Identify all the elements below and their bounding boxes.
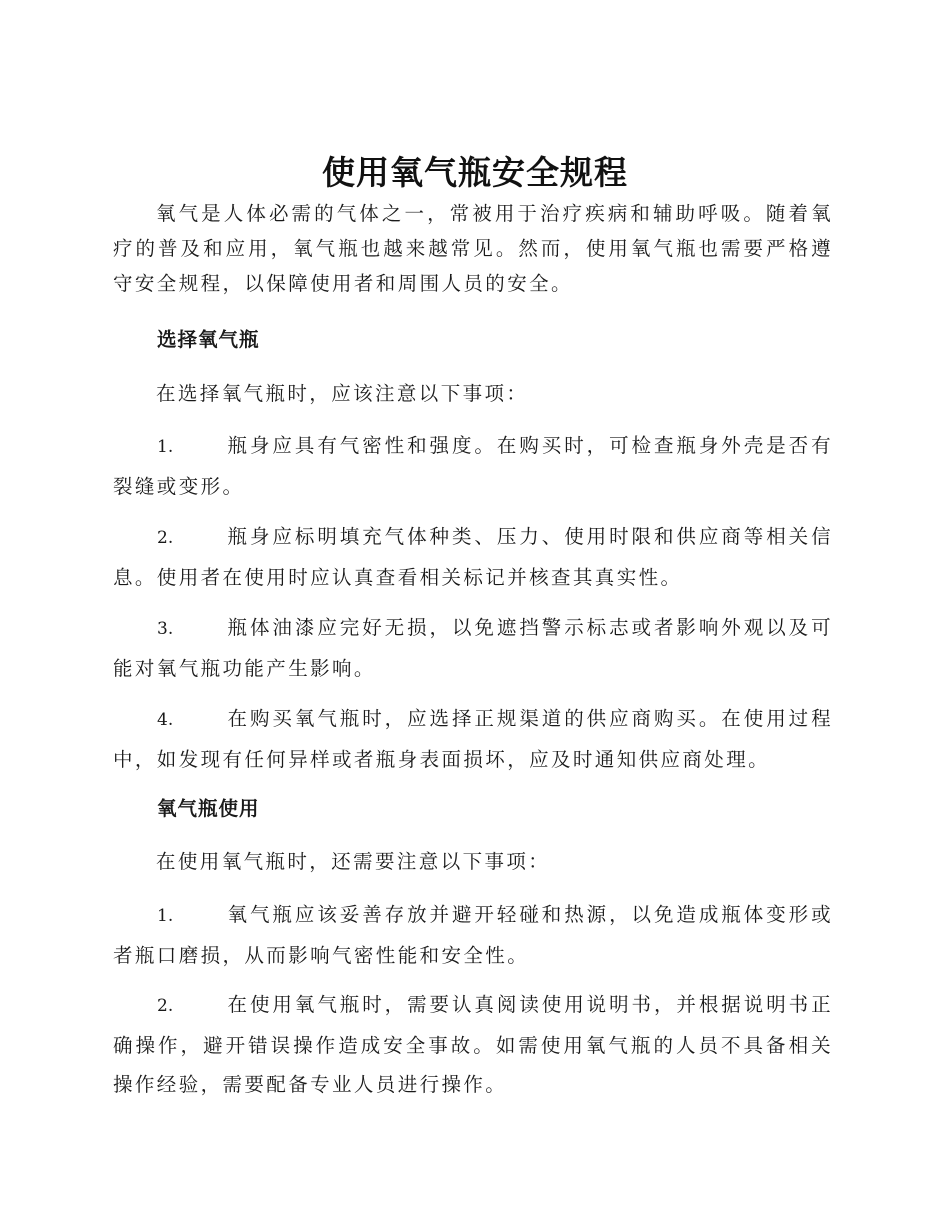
list-item (113, 699, 833, 779)
list-item-number: 2. (157, 528, 174, 548)
section-heading-select: 选择氧气瓶 (157, 328, 260, 351)
intro-paragraph: 氧气是人体必需的气体之一，常被用于治疗疾病和辅助呼吸。随着氧疗的普及和应用，氧气瓶也越来越常见。然而，使用氧气瓶也需要严格遵守安全规程，以保障使用者和周围人员的安全。 (113, 202, 833, 295)
list-item-text: 氧气瓶应该妥善存放并避开轻碰和热源，以免造成瓶体变形或者瓶口磨损，从而影响气密性能和安全性。 (113, 903, 833, 967)
list-item-text: 瓶身应具有气密性和强度。在购买时，可检查瓶身外壳是否有裂缝或变形。 (113, 434, 833, 498)
list-item (113, 517, 833, 597)
list-item (113, 985, 833, 1104)
list-item-number: 1. (157, 437, 174, 457)
list-item (113, 608, 833, 688)
list-item-number: 1. (157, 906, 174, 926)
section-heading-use: 氧气瓶使用 (157, 797, 260, 820)
list-item-number: 3. (157, 619, 174, 639)
list-item-number: 2. (157, 996, 174, 1016)
list-item-text: 在使用氧气瓶时，需要认真阅读使用说明书，并根据说明书正确操作，避开错误操作造成安全事故。如需使用氧气瓶的人员不具备相关操作经验，需要配备专业人员进行操作。 (113, 993, 833, 1096)
section-lead-select: 在选择氧气瓶时，应该注意以下事项： (156, 382, 529, 405)
list-item (113, 895, 833, 975)
list-item-number: 4. (157, 710, 174, 730)
list-item-text: 在购买氧气瓶时，应选择正规渠道的供应商购买。在使用过程中，如发现有任何异样或者瓶身表面损坏，应及时通知供应商处理。 (113, 707, 833, 771)
section-lead-use: 在使用氧气瓶时，还需要注意以下事项： (156, 850, 551, 873)
page-title: 使用氧气瓶安全规程 (322, 153, 628, 192)
list-item (113, 426, 833, 506)
list-item-text: 瓶体油漆应完好无损，以免遮挡警示标志或者影响外观以及可能对氧气瓶功能产生影响。 (113, 616, 833, 680)
list-item-text: 瓶身应标明填充气体种类、压力、使用时限和供应商等相关信息。使用者在使用时应认真查看相关标记并核查其真实性。 (113, 525, 833, 589)
